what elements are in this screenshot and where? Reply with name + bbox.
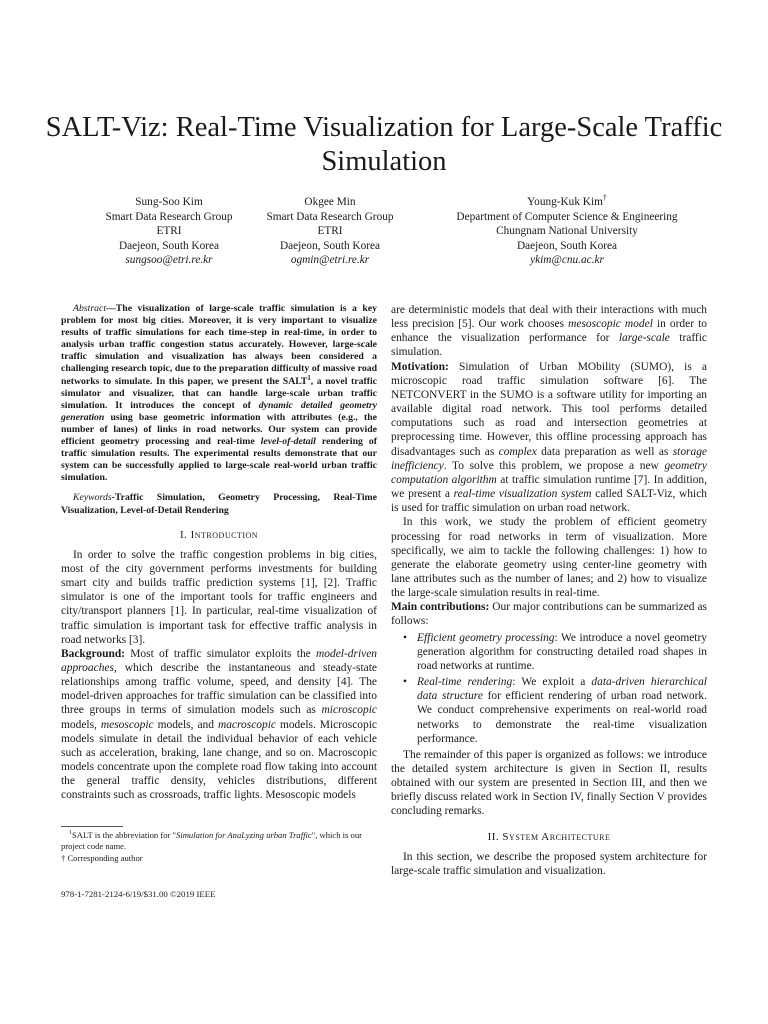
paragraph-text: data preparation as well as [536,445,673,458]
section-heading: I. Introduction [179,528,259,541]
author-name: Okgee Min [304,196,356,208]
footnote-rule [61,826,123,827]
paragraph-emphasis: macroscopic [217,718,276,731]
list-item [417,675,707,746]
paragraph-emphasis: geometry computation algorithm [391,459,707,486]
list-item-text: : We exploit a [512,676,592,689]
paragraph-text: at traffic simulation runtime [7]. In addition, we present a [391,473,707,501]
author-email[interactable]: sungsoo@etri.re.kr [125,254,213,267]
list-item [417,631,707,673]
contribution-list [391,631,707,746]
author-name-line [422,195,712,210]
paragraph-text: Most of traffic simulator exploits the [124,647,317,660]
paragraph-emphasis: storage inefficiency [391,445,707,472]
paragraph-emphasis: mesoscopic [100,718,154,731]
copyright-notice: 978-1-7281-2124-6/19/$31.00 ©2019 IEEE [61,889,216,899]
abstract-label: Abstract [73,303,107,314]
abstract-emphasis: dynamic detailed geometry generation [61,399,377,423]
paragraph-background [61,647,377,803]
author-location: Daejeon, South Korea [279,239,381,252]
corresponding-mark: † [602,193,607,203]
author-location: Daejeon, South Korea [118,239,220,252]
paragraph-label: Main contributions: [391,601,490,614]
footnote-text: SALT is the abbreviation for " [72,830,177,840]
abstract-text: rendering of traffic simulation results. The experimental results demonstrate that our system can be successfully applied to large-scale real-world urban traffic simulation. [61,436,377,484]
abstract-text: , a novel traffic simulator and visualizer, that can handle large-scale urban traffic simulation. It introduces the concept of [61,375,377,411]
author-3 [422,195,712,268]
list-item-text: : We introduce a novel geometry generation algorithm for constructing detailed road shapes in road networks at runtime. [417,631,707,672]
paragraph-motivation [391,360,707,516]
abstract-text: using base geometric information with attributes (e.g., the number of lanes) of links in road networks. Our system can provide efficient geometry processing and real-time [61,411,377,448]
abstract [61,303,377,484]
paper-title: SALT-Viz: Real-Time Visualization for Large-Scale Traffic Simulation [45,112,723,177]
author-name: Sung-Soo Kim [135,196,203,208]
keywords [61,492,377,516]
list-item-emphasis: Real-time rendering [417,676,513,689]
paragraph-emphasis: real-time visualization system [453,488,592,501]
paragraph-text: Simulation of Urban MObility (SUMO), is a microscopic road traffic simulation software [6]. The NETCONVERT in the SUMO is a software utility for importing an available digital road network. This tool performs detailed computations such as road and intersection geometries at preprocessing time. However, this offline processing approach has disadvantages such as [391,360,707,458]
author-2 [252,195,408,268]
paragraph: The remainder of this paper is organized as follows: we introduce the detailed system architecture is given in Section II, results obtained with our system are presented in Section III, and then we briefly discuss related work in Section IV, finally Section V provides concluding remarks. [391,748,707,818]
paragraph-contributions [391,600,707,628]
author-email[interactable]: ykim@cnu.ac.kr [530,254,604,267]
author-location: Daejeon, South Korea [516,239,618,252]
paragraph-emphasis: complex [498,445,537,458]
author-affiliation: Smart Data Research Group [266,210,394,223]
keywords-label: Keywords [73,492,112,504]
paragraph-emphasis: large-scale [618,332,670,345]
section-heading: II. System Architecture [487,830,611,843]
paragraph-emphasis: model-driven approaches [61,647,377,674]
author-institution: ETRI [317,225,343,238]
author-block [0,195,768,275]
paragraph-text: Our major contributions can be summarized as follows: [391,601,707,628]
paragraph [391,303,707,360]
author-affiliation: Department of Computer Science & Engineering [456,210,678,223]
author-name: Young-Kuk Kim [527,196,603,208]
footnote-emphasis: Simulation for AnaLyzing urban Traffic [176,830,312,840]
footnote-ref: 1 [307,374,311,382]
paragraph-emphasis: microscopic [321,704,377,717]
paragraph: In this work, we study the problem of efficient geometry processing for road networks in term of visualization. More specifically, we aim to tackle the following challenges: 1) how to generate the elaborate geometry using center-line geometry with lane attributes such as the number of lanes; and 2) how to visualize the large-scale simulation results in real-time. [391,516,707,600]
footnote-1 [61,830,377,853]
author-email[interactable]: ogmin@etri.re.kr [290,254,370,267]
author-institution: Chungnam National University [496,225,638,238]
author-affiliation: Smart Data Research Group [105,210,233,223]
list-item-emphasis: data-driven hierarchical data structure [417,676,707,703]
author-institution: ETRI [156,225,182,238]
paragraph-label: Motivation: [391,360,449,373]
abstract-text: The visualization of large-scale traffic simulation is a key problem for most big cities. Moreover, it is very important to visualize results of traffic simulations for each time-step in real-time, in order to analysis urban traffic congestion status accurately. However, large-scale traffic simulation and visualization has always been considered a challenging research topic, due to the preparation difficulty of massive road networks to simulate. In this paper, we present the SALT [61,303,377,387]
paragraph-text: are deterministic models that deal with their interactions with much less precision [5]. Our work chooses [391,304,707,331]
list-item-text: for efficient rendering of urban road network. We conduct comprehensive experiments on real-world road networks to demonstrate the real-time visualization performance. [417,690,707,745]
right-column [391,303,707,878]
paragraph: In this section, we describe the proposed system architecture for large-scale traffic simulation and visualization. [391,850,707,877]
paragraph: In order to solve the traffic congestion problems in big cities, most of the city government performs investments for building smart city and builds traffic prediction systems [1], [2]. Traffic simulator is one of the important tools for traffic engineers and city/transport planners [1]. In particular, real-time visualization of traffic simulation is important task for effective traffic analysis in road networks [3]. [61,548,377,646]
paragraph-text: called SALT-Viz, which is used for traffic simulation on urban road network. [391,488,707,515]
author-1 [80,195,258,268]
abstract-emphasis: level-of-detail [260,436,316,448]
left-column [61,303,377,803]
paragraph-emphasis: mesoscopic model [568,318,653,331]
keywords-text: -Traffic Simulation, Geometry Processing, Real-Time Visualization, Level-of-Detail Rendering [61,492,377,516]
paragraph-text: traffic simulation. [391,332,707,359]
paragraph-text: . To solve this problem, we propose a new [443,459,665,472]
paragraph-text: models, [61,718,101,731]
paragraph-text: models. Microscopic models simulate in detail the individual behavior of each vehicle such as acceleration, braking, lane change, and so on. Macroscopic models concentrate upon the complete road flow taking into account the general traffic density, vehicles distributions, different constraints such as crossroads, traffic lights. Mesoscopic models [61,718,377,802]
paragraph-text: , which describe the instantaneous and steady-state relationships among traffic volume, speed, and density [4]. The model-driven approaches for traffic simulation can be classified into three groups in terms of simulation models such as [61,662,377,717]
footnote-text: ", which is our project code name. [61,830,362,852]
paragraph-label: Background: [61,647,125,660]
list-item-emphasis: Efficient geometry processing [417,631,555,644]
footnote-mark: 1 [69,830,73,837]
paragraph-text: in order to enhance the visualization performance for [391,318,707,345]
footnotes [61,830,377,864]
footnote-2: † Corresponding author [61,852,143,863]
abstract-dash: — [106,303,116,314]
paragraph-text: models, and [153,718,218,731]
